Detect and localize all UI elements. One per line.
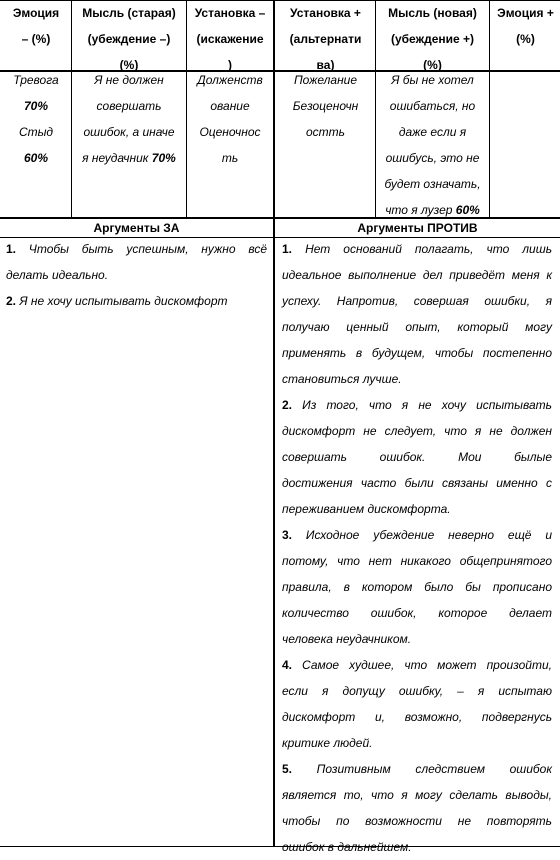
header-line: – (%) bbox=[21, 32, 51, 46]
emotion-percent: 70% bbox=[23, 99, 49, 113]
argument-line bbox=[6, 288, 267, 314]
header-line: Установка + bbox=[290, 6, 361, 20]
argument-text: количество ошибок, которое делает bbox=[282, 606, 552, 620]
new-thought-percent: 60% bbox=[455, 203, 480, 217]
argument-text: если я допущу ошибку, – я испытаю bbox=[282, 684, 552, 698]
argument-line bbox=[282, 704, 552, 730]
argument-line bbox=[282, 340, 552, 366]
argument-line bbox=[282, 262, 552, 288]
alternative-line: остть bbox=[306, 125, 345, 139]
argument-text: Из того, что я не хочу испытывать bbox=[302, 398, 552, 412]
argument-line bbox=[282, 626, 552, 652]
distortion-line: ть bbox=[221, 151, 239, 165]
argument-text: получаю ценный опыт, который могу bbox=[282, 320, 552, 334]
header-line: Эмоция bbox=[12, 6, 60, 20]
argument-line bbox=[282, 444, 552, 470]
new-thought-line: будет означать, bbox=[384, 177, 481, 191]
args-against-list bbox=[282, 236, 552, 860]
col-border-5 bbox=[489, 0, 490, 218]
header-line: (искажение bbox=[196, 32, 264, 46]
argument-text: потому, что нет никакого общепринятого bbox=[282, 554, 552, 568]
header-line: (убеждение –) bbox=[87, 32, 171, 46]
argument-text: правила, в котором было бы прописано bbox=[282, 580, 552, 594]
argument-line bbox=[282, 470, 552, 496]
argument-line bbox=[282, 288, 552, 314]
argument-line bbox=[282, 522, 552, 548]
argument-text: Я не хочу испытывать дискомфорт bbox=[19, 294, 228, 308]
argument-text: чтобы по возможности не повторять bbox=[282, 814, 552, 828]
old-thought-cell bbox=[73, 67, 185, 171]
argument-line bbox=[282, 730, 552, 756]
distortion-line: Оценочнос bbox=[199, 125, 261, 139]
argument-number: 2. bbox=[282, 398, 293, 412]
old-thought-text: я неудачник bbox=[82, 151, 152, 165]
header-line: (%) bbox=[423, 58, 442, 72]
alternative-line: Безоценочн bbox=[292, 99, 359, 113]
argument-line bbox=[282, 834, 552, 860]
new-thought-line: Я бы не хотел bbox=[391, 73, 474, 87]
header-line: (%) bbox=[516, 32, 535, 46]
args-for-list bbox=[6, 236, 267, 314]
argument-line bbox=[282, 418, 552, 444]
old-thought-line: совершать bbox=[96, 99, 162, 113]
argument-line bbox=[282, 314, 552, 340]
emotion-name: Тревога bbox=[13, 73, 59, 87]
argument-number: 1. bbox=[282, 242, 293, 256]
argument-line bbox=[282, 548, 552, 574]
argument-line bbox=[282, 782, 552, 808]
col-border-2 bbox=[186, 0, 187, 218]
new-thought-cell bbox=[377, 67, 488, 223]
distortion-cell bbox=[188, 67, 272, 171]
header-line: Мысль (новая) bbox=[388, 6, 477, 20]
argument-line bbox=[282, 496, 552, 522]
new-thought-text: что я лузер bbox=[385, 203, 456, 217]
argument-text: является то, что я могу сделать выводы, bbox=[282, 788, 552, 802]
argument-text: достижения часто были связаны именно с bbox=[282, 476, 552, 490]
alternative-cell bbox=[277, 67, 374, 145]
argument-text: критике людей. bbox=[282, 736, 373, 750]
argument-line bbox=[282, 236, 552, 262]
argument-text: Самое худшее, что может произойти, bbox=[302, 658, 552, 672]
distortion-line: ование bbox=[210, 99, 250, 113]
argument-line bbox=[282, 756, 552, 782]
argument-text: Чтобы быть успешным, нужно всё bbox=[28, 242, 267, 256]
argument-line bbox=[282, 574, 552, 600]
new-thought-line: даже если я bbox=[398, 125, 467, 139]
argument-text: Исходное убеждение неверно ещё и bbox=[305, 528, 552, 542]
argument-line bbox=[282, 600, 552, 626]
header-line: (альтернати bbox=[289, 32, 362, 46]
new-thought-line: ошибусь, это не bbox=[385, 151, 480, 165]
argument-number: 5. bbox=[282, 762, 293, 776]
argument-text: ошибок в дальнейшем. bbox=[282, 840, 412, 854]
col-border-4 bbox=[375, 0, 376, 218]
distortion-line: Долженств bbox=[197, 73, 263, 87]
header-line: (убеждение +) bbox=[390, 32, 475, 46]
emotion-plus-cell bbox=[491, 72, 560, 216]
argument-line bbox=[6, 236, 267, 262]
argument-text: дискомфорт не следует, что я не должен bbox=[282, 424, 552, 438]
argument-text: успеху. Напротив, совершая ошибки, я bbox=[282, 294, 552, 308]
argument-text: переживанием дискомфорта. bbox=[282, 502, 451, 516]
argument-text: применять в будущем, чтобы постепенно bbox=[282, 346, 552, 360]
args-for-title: Аргументы ЗА bbox=[93, 221, 180, 235]
argument-text: совершать ошибок. Мои былые bbox=[282, 450, 552, 464]
argument-line bbox=[282, 366, 552, 392]
header-emotion-minus bbox=[2, 0, 70, 52]
header-line: Эмоция + bbox=[497, 6, 554, 20]
argument-line bbox=[6, 262, 267, 288]
argument-text: Нет оснований полагать, что лишь bbox=[305, 242, 552, 256]
new-thought-line: ошибаться, но bbox=[389, 99, 476, 113]
argument-text: человека неудачником. bbox=[282, 632, 412, 646]
old-thought-line: ошибок, а иначе bbox=[83, 125, 175, 139]
argument-number: 2. bbox=[6, 294, 17, 308]
col-border-1 bbox=[71, 0, 72, 218]
argument-text: делать идеально. bbox=[6, 268, 109, 282]
header-line: ва) bbox=[316, 58, 335, 72]
emotion-percent: 60% bbox=[23, 151, 49, 165]
argument-line bbox=[282, 678, 552, 704]
argument-number: 1. bbox=[6, 242, 17, 256]
argument-line bbox=[282, 392, 552, 418]
header-line: (%) bbox=[119, 58, 139, 72]
old-thought-line: Я не должен bbox=[94, 73, 164, 87]
header-line: Мысль (старая) bbox=[82, 6, 176, 20]
old-thought-last-line bbox=[73, 145, 185, 171]
argument-text: идеальное выполнение дел приведёт меня к bbox=[282, 268, 552, 282]
argument-line bbox=[282, 808, 552, 834]
header-emotion-plus bbox=[491, 0, 560, 52]
argument-text: Позитивным следствием ошибок bbox=[316, 762, 552, 776]
alternative-line: Пожелание bbox=[293, 73, 358, 87]
header-line: ) bbox=[228, 58, 232, 72]
argument-text: становиться лучше. bbox=[282, 372, 402, 386]
center-divider bbox=[273, 0, 275, 847]
argument-line bbox=[282, 652, 552, 678]
argument-number: 3. bbox=[282, 528, 293, 542]
emotion-name: Стыд bbox=[18, 125, 54, 139]
emotions-minus-cell bbox=[2, 67, 70, 171]
old-thought-percent: 70% bbox=[151, 151, 176, 165]
header-line: Установка – bbox=[194, 6, 266, 20]
argument-number: 4. bbox=[282, 658, 293, 672]
args-against-title: Аргументы ПРОТИВ bbox=[357, 221, 478, 235]
argument-text: дискомфорт и, возможно, подвергнусь bbox=[282, 710, 552, 724]
